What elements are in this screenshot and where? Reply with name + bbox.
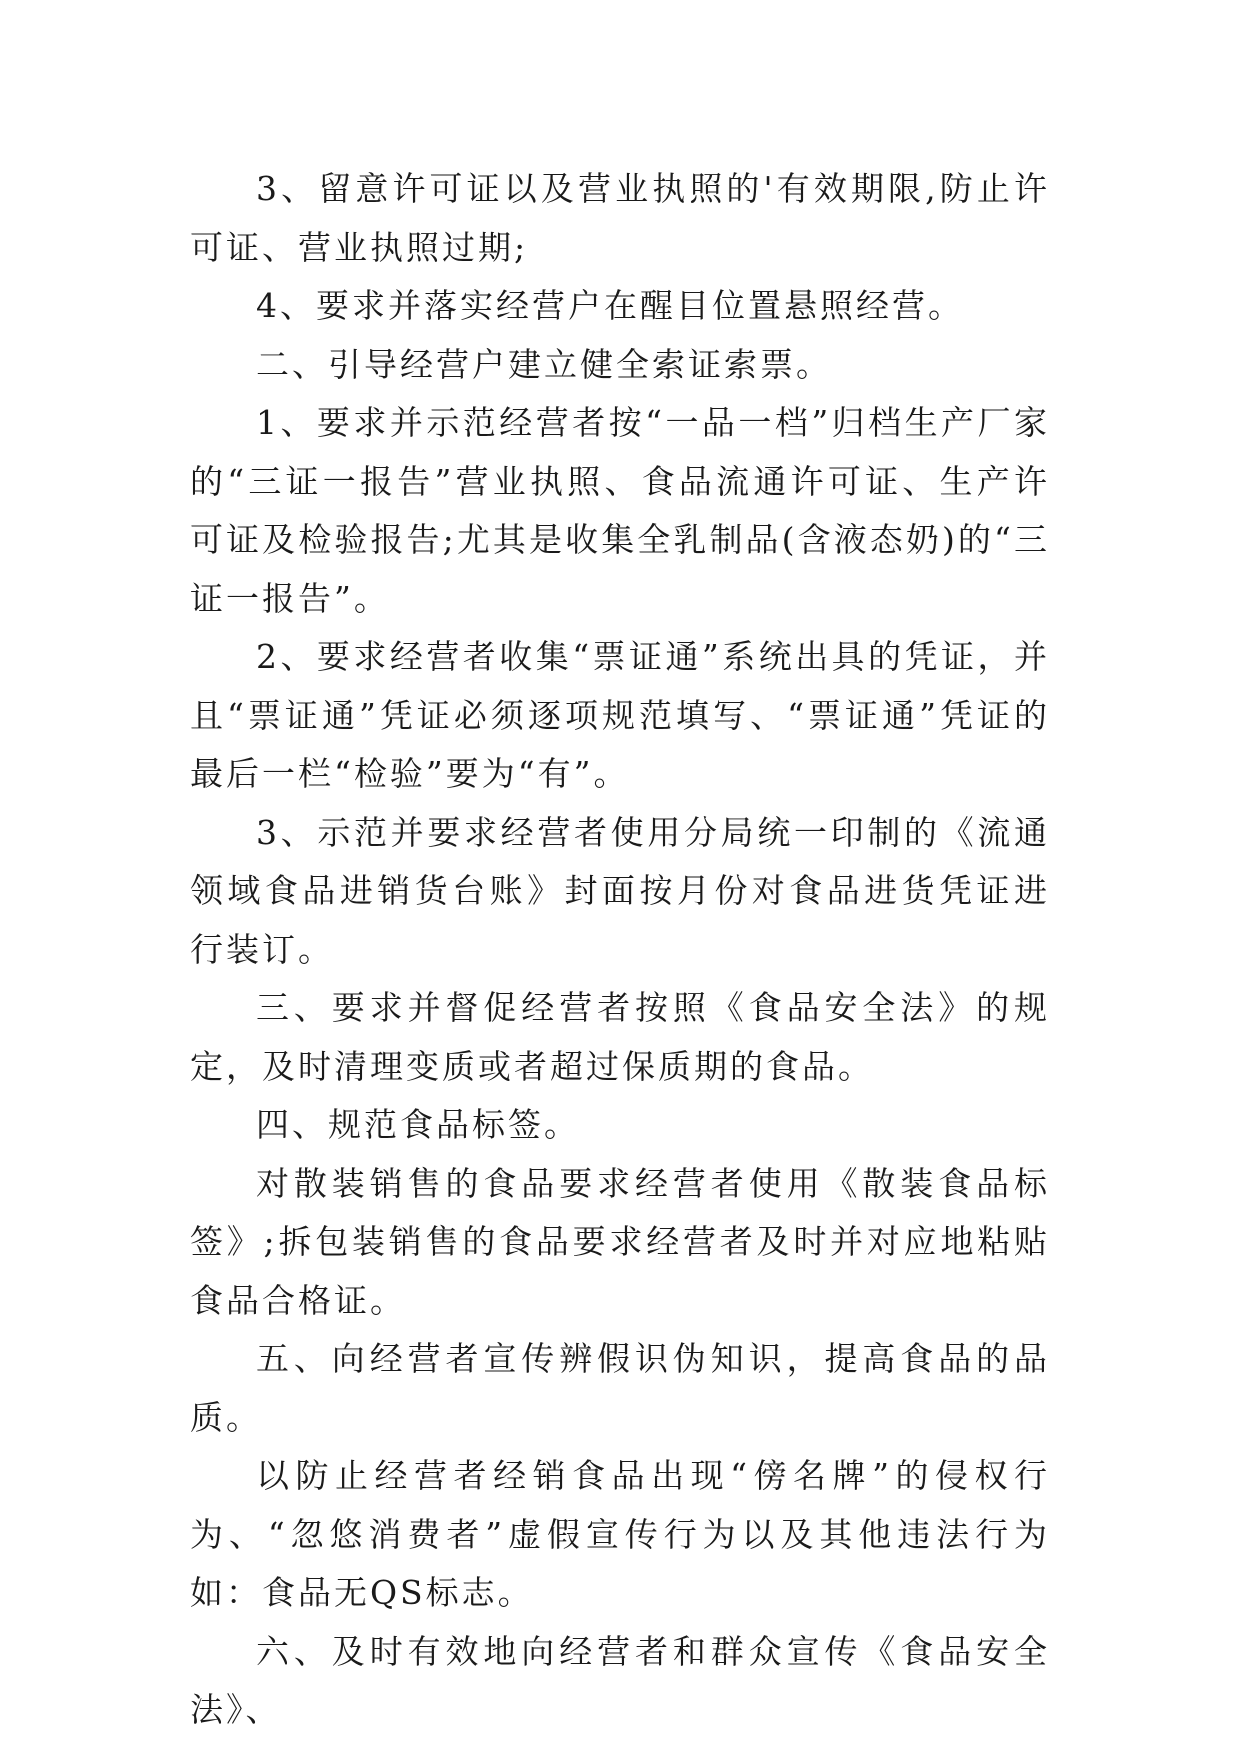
section-heading-3: 三、要求并督促经营者按照《食品安全法》的规定，及时清理变质或者超过保质期的食品。 bbox=[190, 988, 1050, 1086]
paragraph-license-validity: 3、留意许可证以及营业执照的'有效期限,防止许可证、营业执照过期; bbox=[190, 169, 1050, 267]
paragraph-counterfeit-prevention: 以防止经营者经销食品出现“傍名牌”的侵权行为、“忽悠消费者”虚假宣传行为以及其他违法行为如：食品无QS标志。 bbox=[190, 1456, 1050, 1612]
section-heading-4: 四、规范食品标签。 bbox=[256, 1105, 580, 1144]
paragraph-ledger-binding: 3、示范并要求经营者使用分局统一印制的《流通领域食品进销货台账》封面按月份对食品进货凭证进行装订。 bbox=[190, 812, 1050, 969]
section-heading-6: 六、及时有效地向经营者和群众宣传《食品安全法》、 bbox=[190, 1631, 1050, 1729]
document-body bbox=[190, 160, 1050, 1740]
section-heading-5: 五、向经营者宣传辨假识伪知识，提高食品的品质。 bbox=[190, 1339, 1050, 1437]
paragraph-ticket-system: 2、要求经营者收集“票证通”系统出具的凭证，并且“票证通”凭证必须逐项规范填写、“票证通”凭证的最后一栏“检验”要为“有”。 bbox=[190, 637, 1050, 793]
section-heading-2: 二、引导经营户建立健全索证索票。 bbox=[256, 344, 832, 384]
paragraph-one-product-one-file: 1、要求并示范经营者按“一品一档”归档生产厂家的“三证一报告”营业执照、食品流通许可证、生产许可证及检验报告;尤其是收集全乳制品(含液态奶)的“三证一报告”。 bbox=[190, 403, 1050, 618]
paragraph-display-license: 4、要求并落实经营户在醒目位置悬照经营。 bbox=[256, 286, 964, 325]
paragraph-food-labels: 对散装销售的食品要求经营者使用《散装食品标签》;拆包装销售的食品要求经营者及时并对应地粘贴食品合格证。 bbox=[190, 1163, 1050, 1320]
